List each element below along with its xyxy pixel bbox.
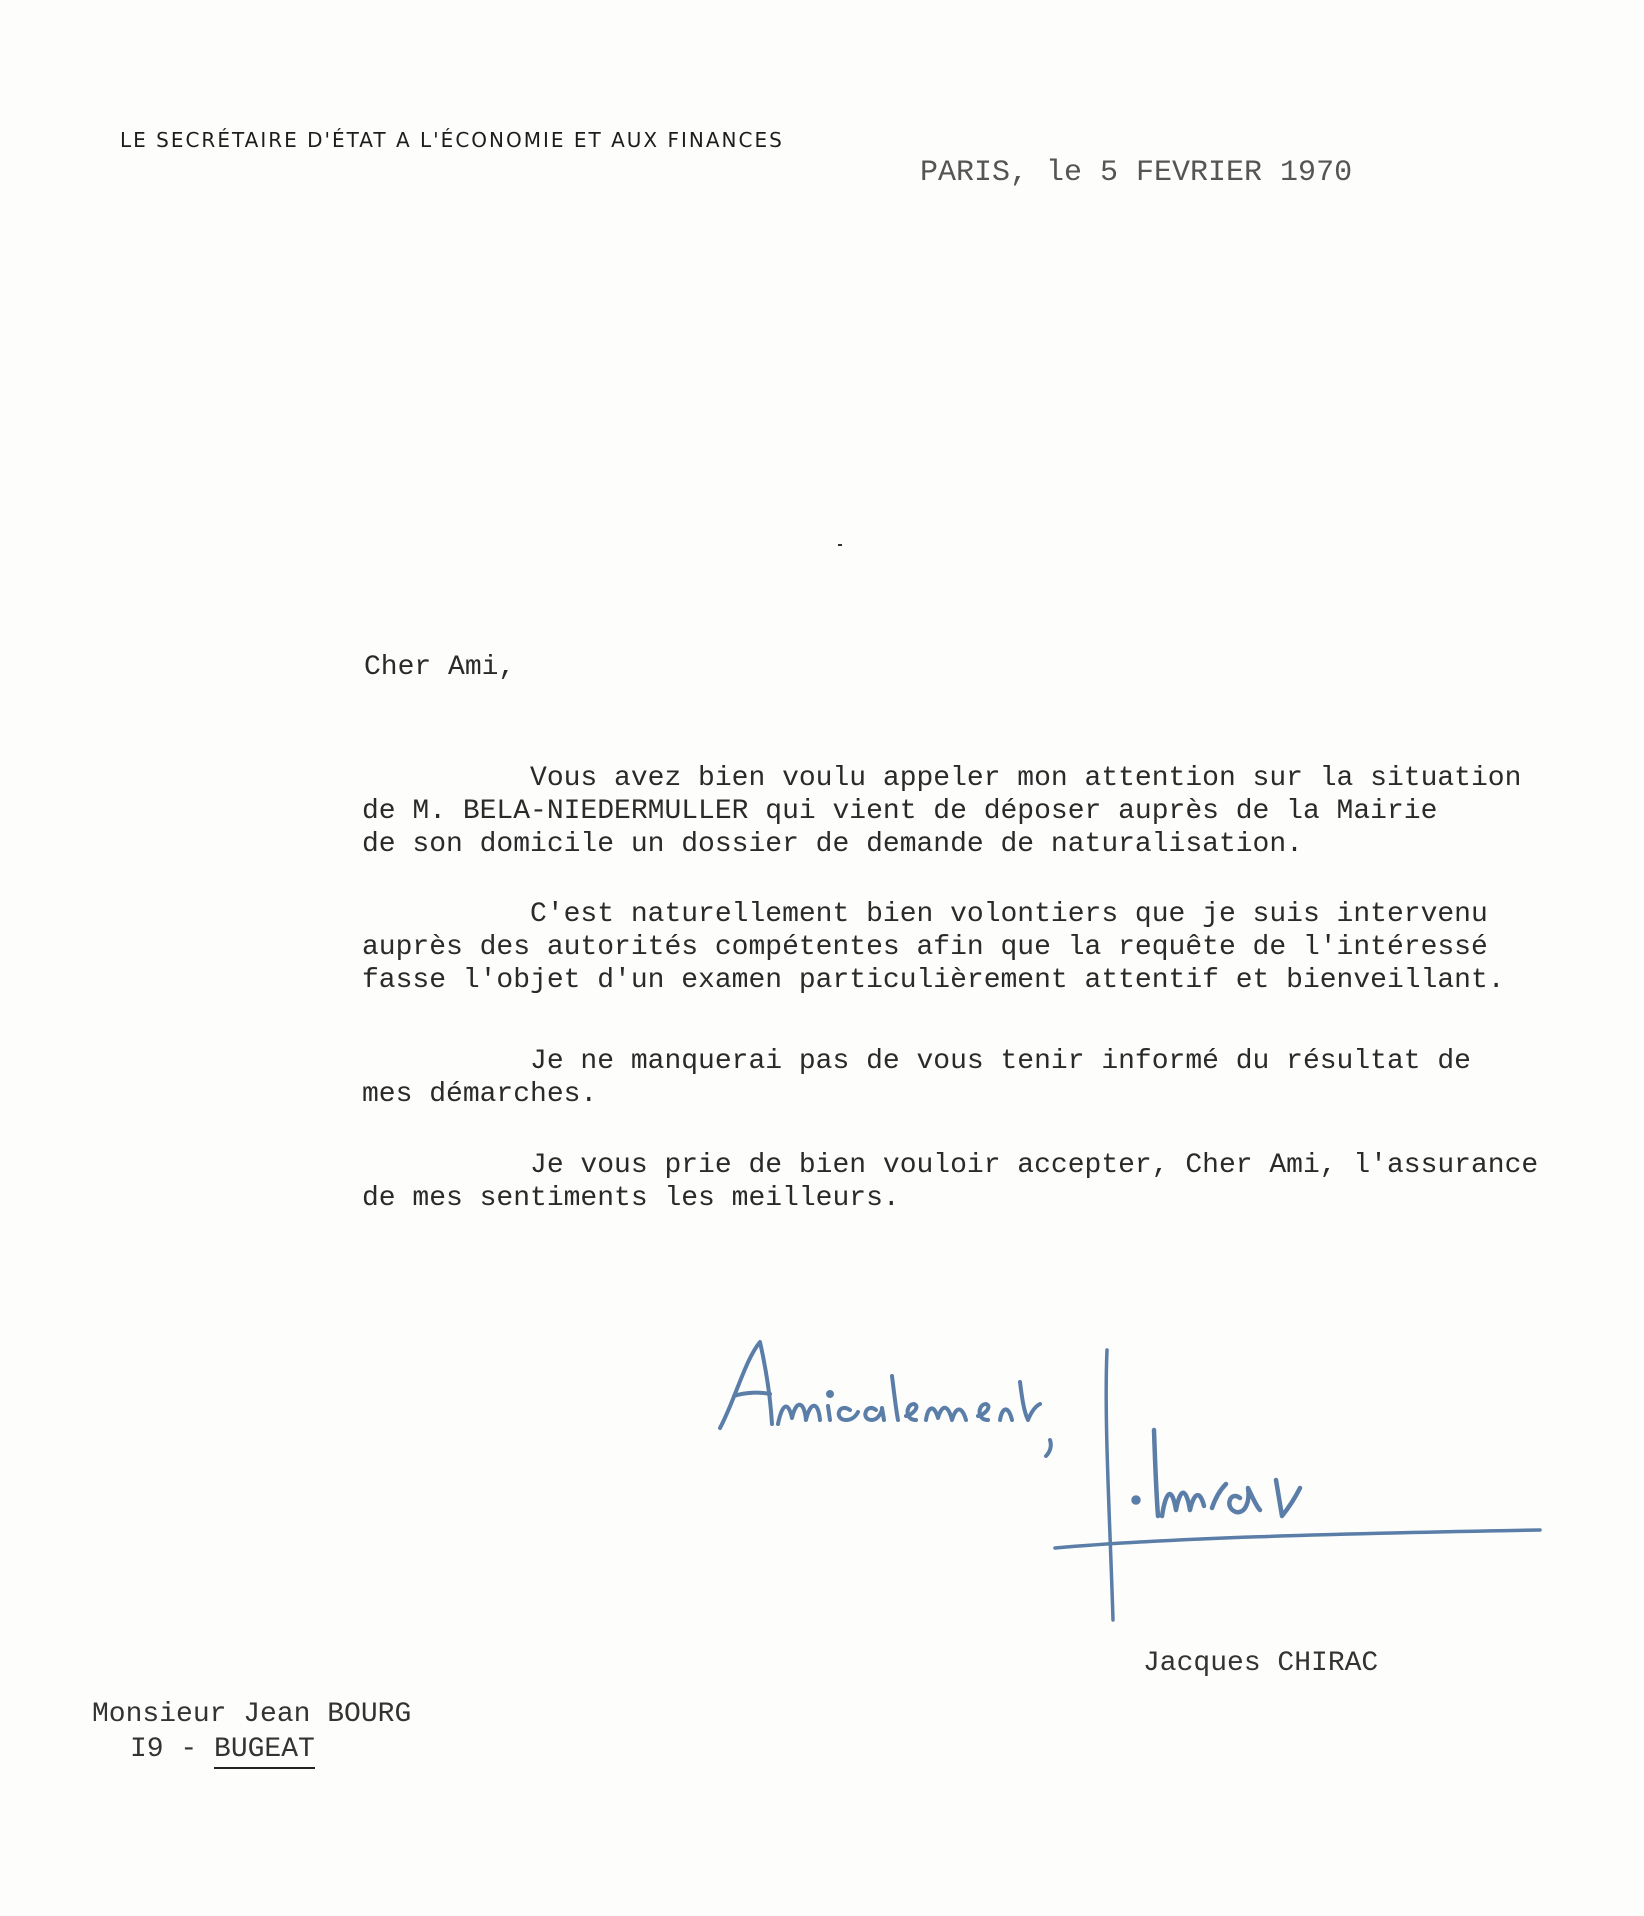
addressee-location	[92, 1732, 411, 1767]
paper-speck	[838, 544, 842, 546]
addressee-block	[92, 1697, 411, 1767]
salutation: Cher Ami,	[364, 652, 516, 683]
body-paragraph-3: Je ne manquerai pas de vous tenir informé du résultat de mes démarches.	[362, 1046, 1471, 1110]
body-paragraph-1: Vous avez bien voulu appeler mon attention sur la situation de M. BELA-NIEDERMULLER qui vient de déposer auprès de la Mairie de son domicile un dossier de demande de naturalisation.	[362, 763, 1522, 860]
body-paragraph-4: Je vous prie de bien vouloir accepter, Cher Ami, l'assurance de mes sentiments les meilleurs.	[362, 1150, 1539, 1214]
signer-name: Jacques CHIRAC	[1143, 1648, 1379, 1679]
signature-scrawl	[1134, 1430, 1301, 1516]
date-line: PARIS, le 5 FEVRIER 1970	[920, 156, 1353, 190]
body-paragraph-2: C'est naturellement bien volontiers que je suis intervenu auprès des autorités compétentes afin que la requête de l'intéressé fasse l'objet d'un examen particulièrement attentif et bienveillant.	[362, 899, 1505, 996]
addressee-name: Monsieur Jean BOURG	[92, 1699, 412, 1730]
addressee-town: BUGEAT	[214, 1734, 315, 1769]
handwritten-closing	[720, 1342, 1051, 1456]
addressee-dept: I9 -	[130, 1734, 215, 1765]
handwritten-signature	[700, 1320, 1560, 1700]
letterhead-title: LE SECRÉTAIRE D'ÉTAT A L'ÉCONOMIE ET AUX FINANCES	[120, 128, 784, 152]
signature-block	[700, 1320, 1560, 1700]
signature-flourish	[1055, 1350, 1540, 1620]
